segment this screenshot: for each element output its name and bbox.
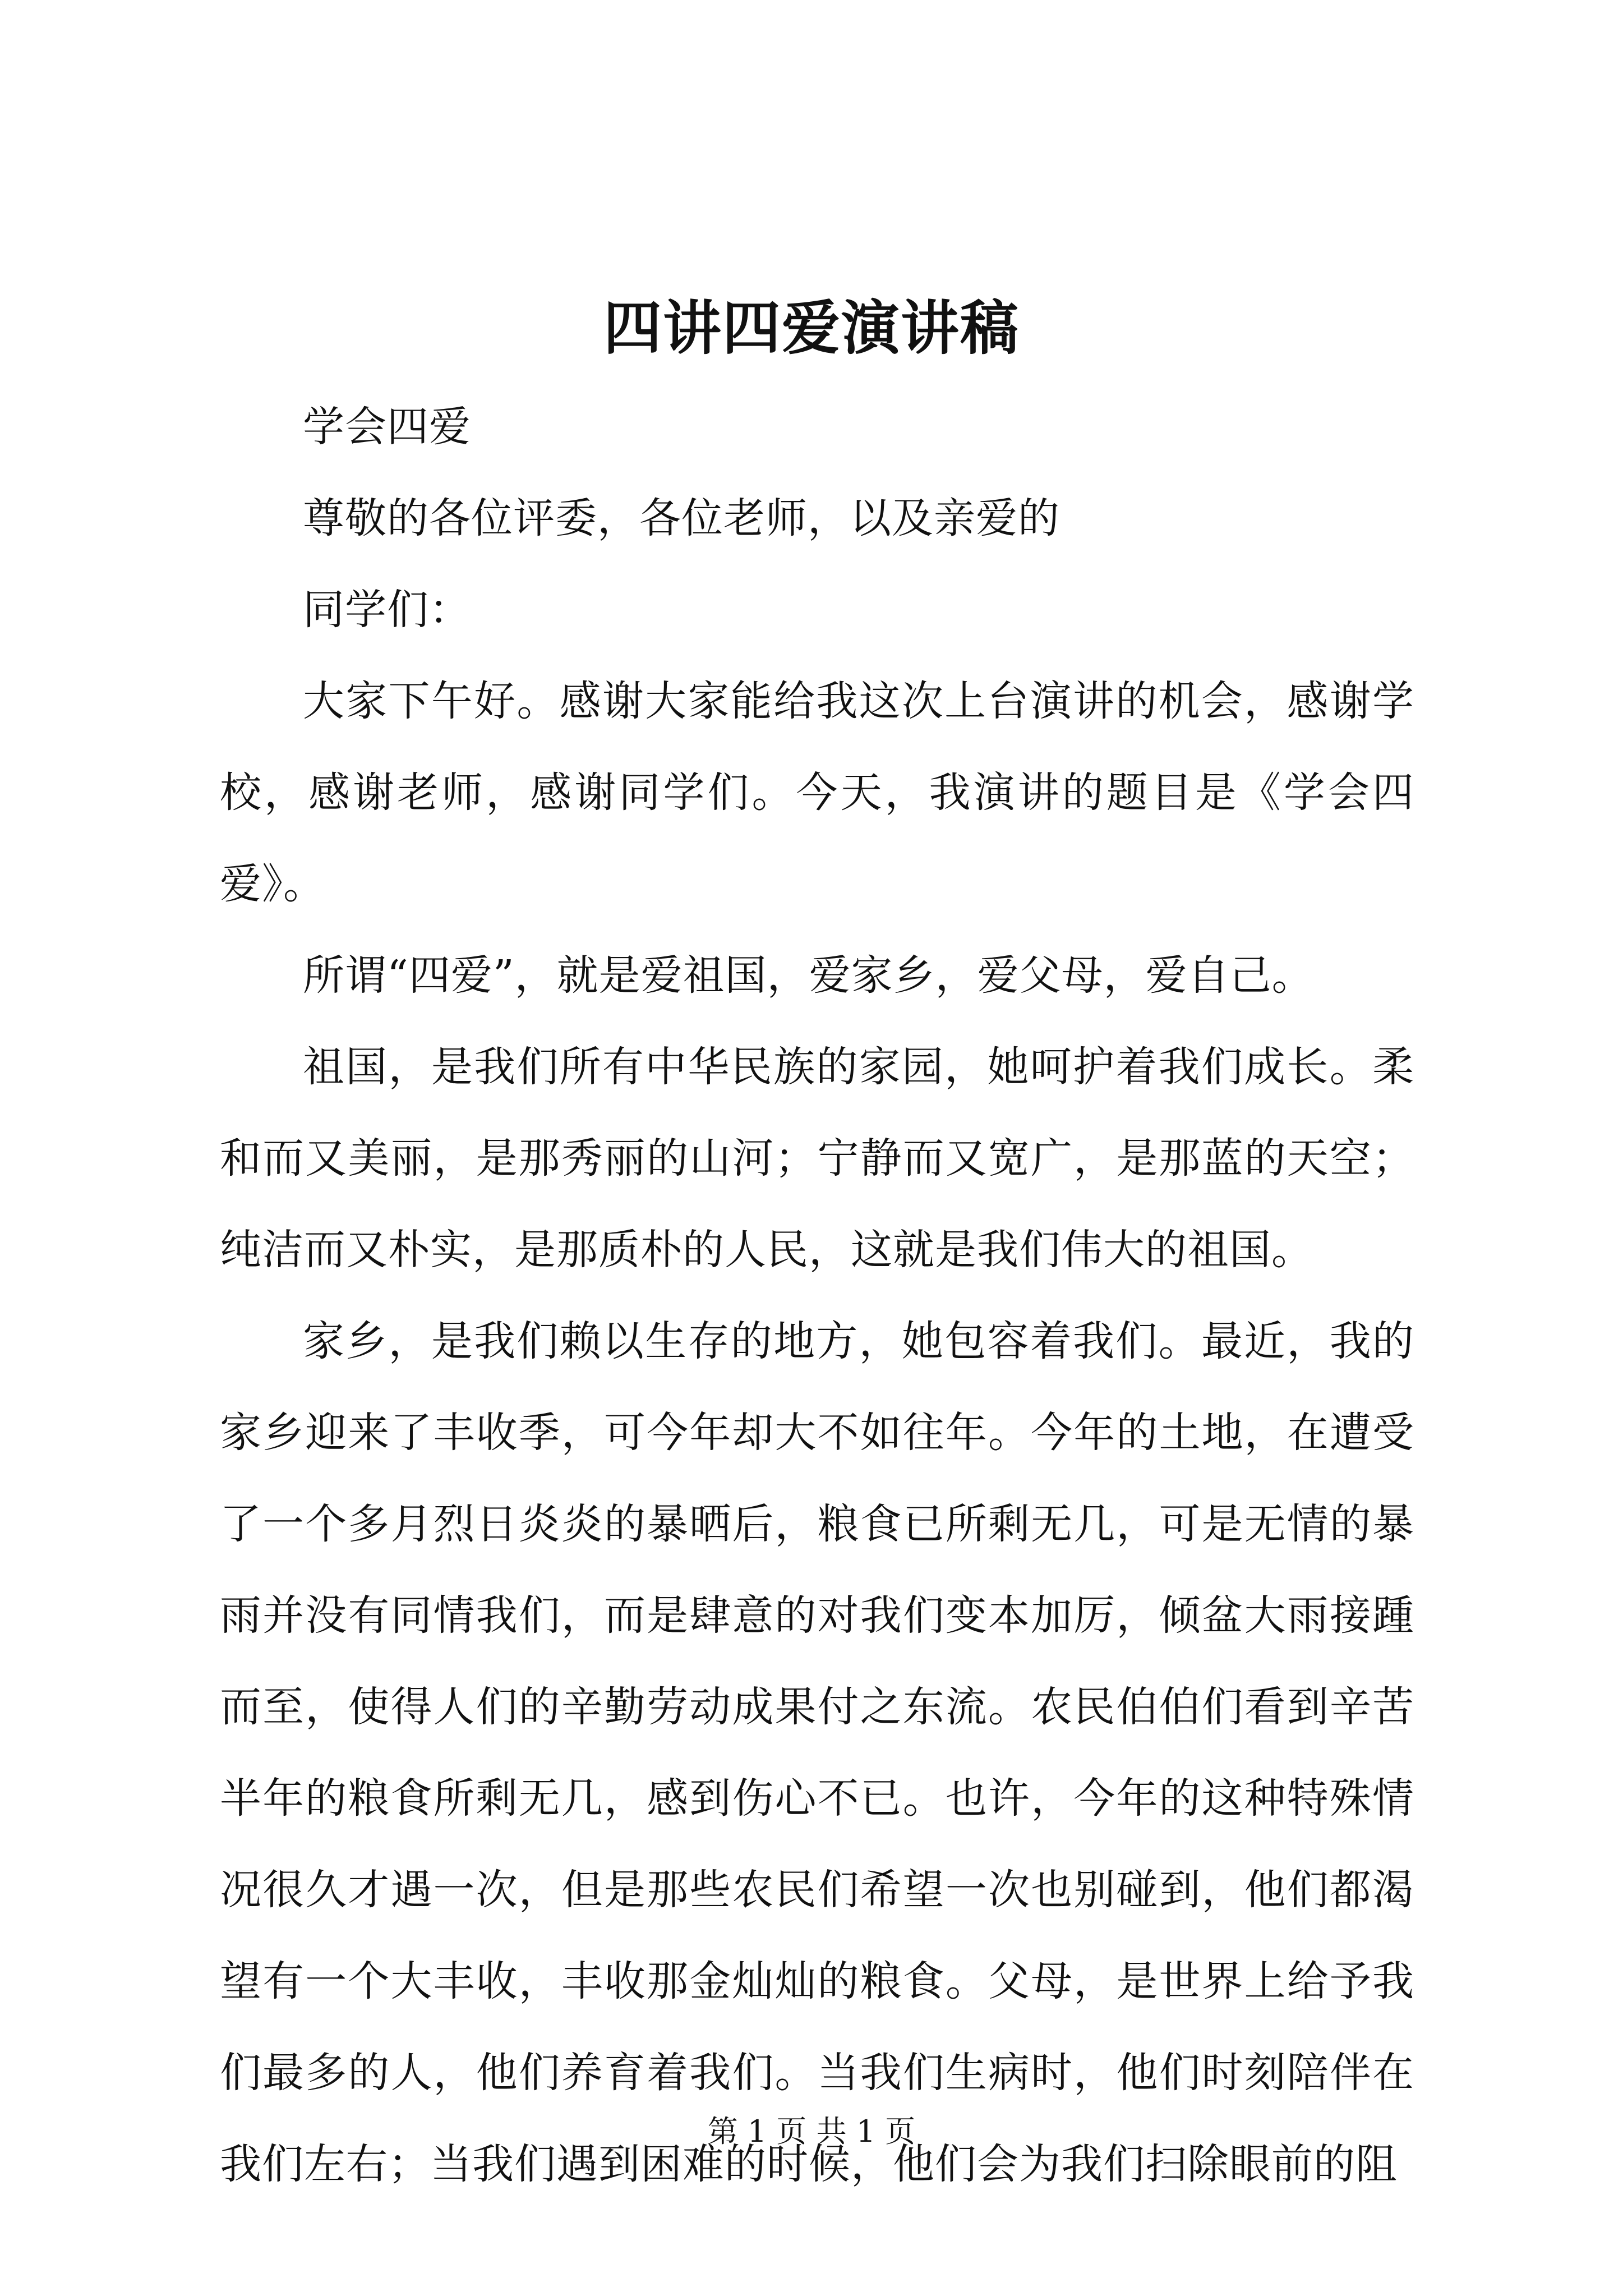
paragraph-greeting-cont: 同学们： [303, 586, 471, 634]
paragraph-greeting: 尊敬的各位评委，各位老师，以及亲爱的 [303, 494, 1060, 542]
paragraph-four-loves: 所谓“四爱”，就是爱祖国，爱家乡，爱父母，爱自己。 [303, 951, 1314, 1000]
page-footer: 第 1 页 共 1 页 [707, 2114, 916, 2149]
paragraph-motherland: 祖国，是我们所有中华民族的家园，她呵护着我们成长。柔和而又美丽，是那秀丽的山河；宁静而又宽广，是那蓝的天空；纯洁而又朴实，是那质朴的人民，这就是我们伟大的祖国。 [220, 1043, 1414, 1274]
document-title: 四讲四爱演讲稿 [603, 293, 1020, 362]
document-body [220, 381, 1414, 2210]
paragraph-subtitle: 学会四爱 [303, 403, 471, 451]
paragraph-intro: 大家下午好。感谢大家能给我这次上台演讲的机会，感谢学校，感谢老师，感谢同学们。今天，我演讲的题目是《学会四爱》。 [220, 677, 1414, 908]
paragraph-hometown: 家乡，是我们赖以生存的地方，她包容着我们。最近，我的家乡迎来了丰收季，可今年却大不如往年。今年的土地，在遭受了一个多月烈日炎炎的暴晒后，粮食已所剩无几，可是无情的暴雨并没有同情我们，而是肆意的对我们变本加厉，倾盆大雨接踵而至，使得人们的辛勤劳动成果付之东流。农民伯伯们看到辛苦半年的粮食所剩无几，感到伤心不已。也许，今年的这种特殊情况很久才遇一次，但是那些农民们希望一次也别碰到，他们都渴望有一个大丰收，丰收那金灿灿的粮食。父母，是世界上给予我们最多的人，他们养育着我们。当我们生病时，他们时刻陪伴在我们左右；当我们遇到困难的时候，他们会为我们扫除眼前的阻 [220, 1317, 1414, 2188]
